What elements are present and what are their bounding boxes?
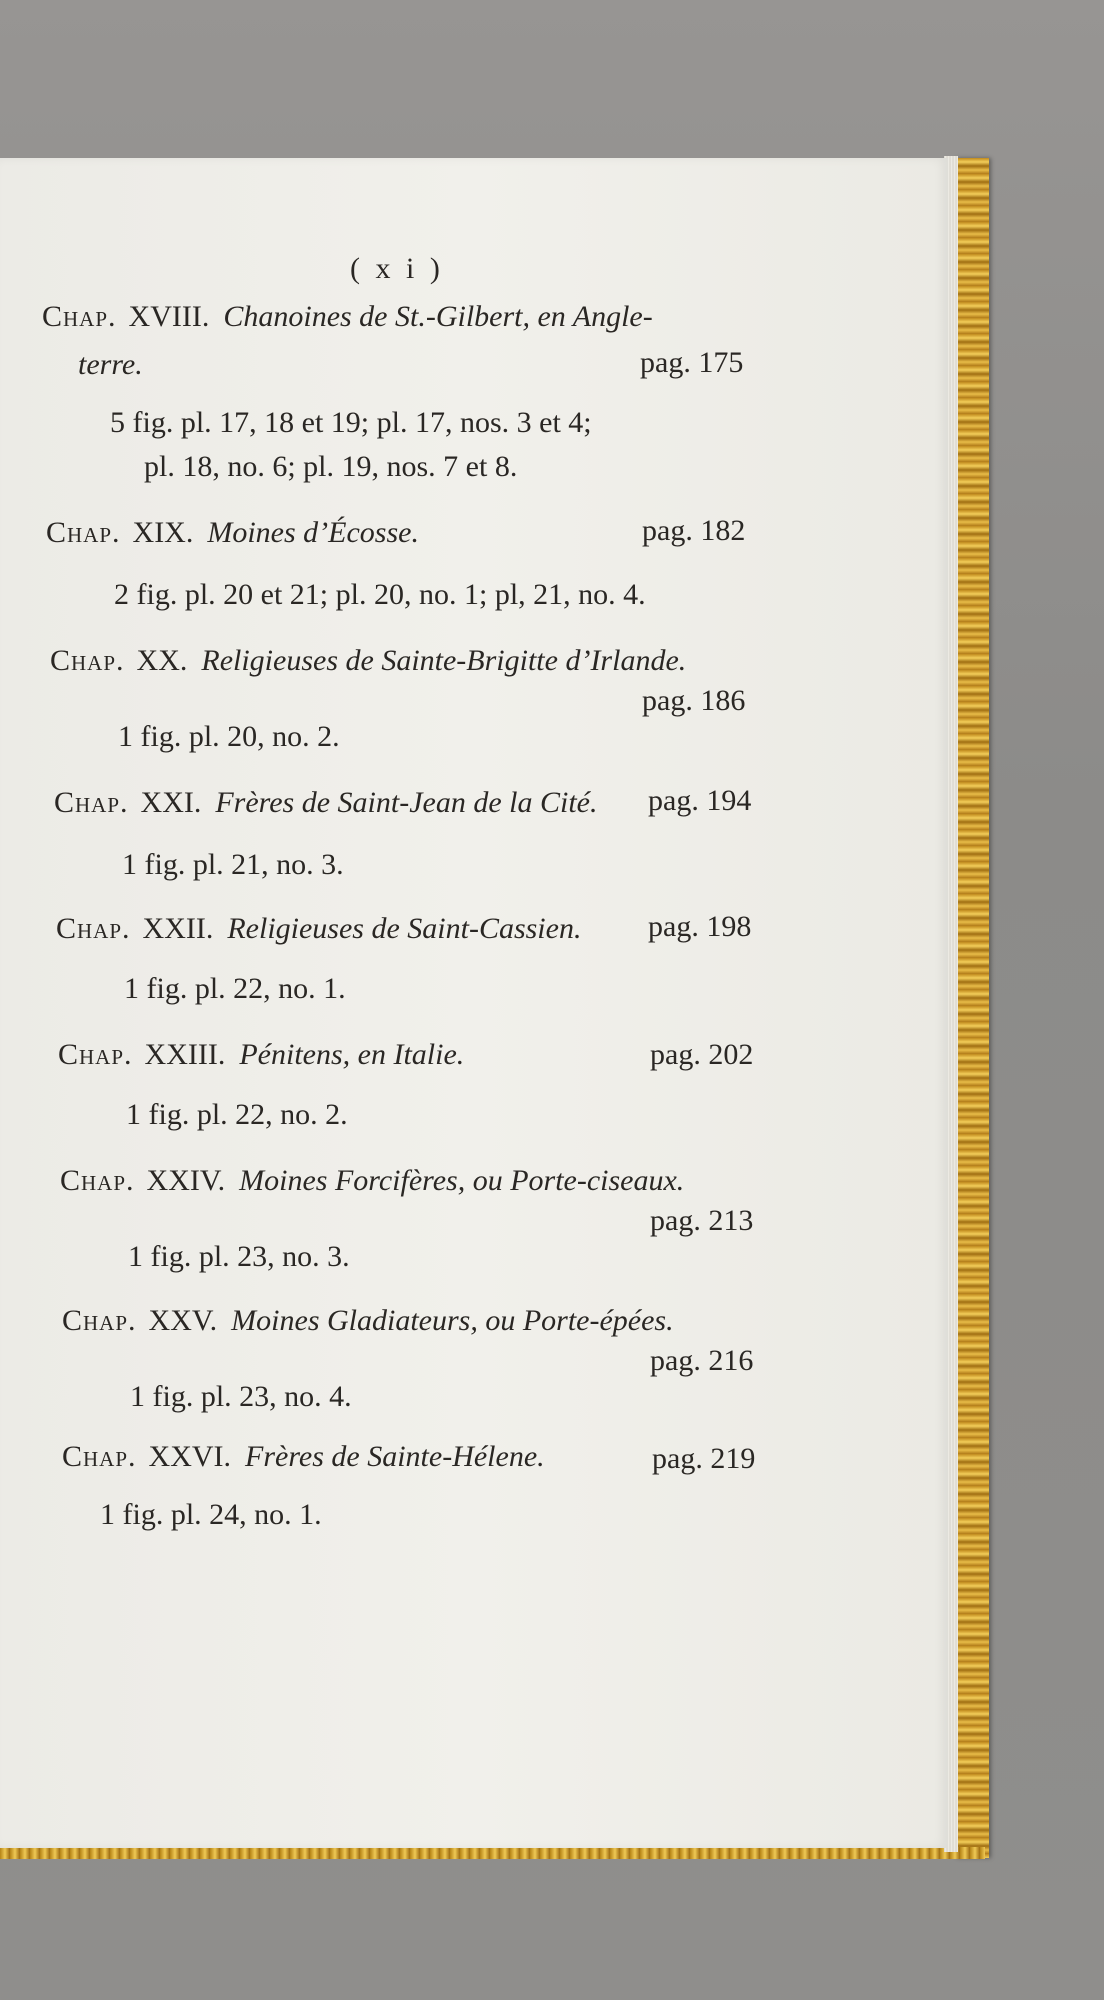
chap-title-continued: terre.	[78, 348, 143, 381]
chap-label: Chap.	[50, 644, 125, 677]
chap-number: XVIII.	[128, 300, 210, 333]
chap-title: Frères de Sainte-Hélene.	[245, 1440, 545, 1473]
chap-title: Chanoines de St.-Gilbert, en Angle-	[223, 300, 653, 333]
entry-xxiii	[58, 1040, 464, 1070]
chap-label: Chap.	[42, 300, 117, 333]
page-ref: pag. 219	[652, 1442, 756, 1475]
entry-xxii	[56, 914, 581, 944]
fig-line: 1 fig. pl. 22, no. 2.	[126, 1098, 348, 1131]
chap-number: XXIII.	[144, 1038, 226, 1071]
chap-title: Moines Forcifères, ou Porte-ciseaux.	[239, 1164, 685, 1197]
page-ref: pag. 216	[650, 1344, 754, 1377]
page-ref: pag. 198	[648, 910, 752, 943]
entry-xx	[50, 646, 686, 676]
chap-number: XXVI.	[148, 1440, 232, 1473]
page-ref: pag. 186	[642, 684, 746, 717]
entry-xxvi	[62, 1442, 545, 1472]
chap-number: XX.	[136, 644, 188, 677]
fig-line: 1 fig. pl. 22, no. 1.	[124, 972, 346, 1005]
chap-title: Frères de Saint-Jean de la Cité.	[215, 786, 598, 819]
chap-number: XXI.	[140, 786, 202, 819]
chap-label: Chap.	[62, 1304, 137, 1337]
page-ref: pag. 175	[640, 346, 744, 379]
entry-xviii	[42, 302, 653, 332]
chap-title: Religieuses de Saint-Cassien.	[227, 912, 582, 945]
chap-title: Pénitens, en Italie.	[239, 1038, 465, 1071]
fig-line: 1 fig. pl. 23, no. 3.	[128, 1240, 350, 1273]
chap-label: Chap.	[58, 1038, 133, 1071]
chap-title: Moines d’Écosse.	[207, 516, 419, 549]
gilt-bottom-edge	[0, 1847, 985, 1859]
fig-line: 1 fig. pl. 24, no. 1.	[100, 1498, 322, 1531]
chap-number: XIX.	[132, 516, 194, 549]
chap-label: Chap.	[46, 516, 121, 549]
page-ref: pag. 182	[642, 514, 746, 547]
page-ref: pag. 213	[650, 1204, 754, 1237]
fig-line: 1 fig. pl. 20, no. 2.	[118, 720, 340, 753]
chap-label: Chap.	[56, 912, 131, 945]
fig-line: 1 fig. pl. 21, no. 3.	[122, 848, 344, 881]
chap-number: XXIV.	[146, 1164, 226, 1197]
fig-line: 2 fig. pl. 20 et 21; pl. 20, no. 1; pl, 21, no. 4.	[114, 578, 646, 611]
entry-xxv	[62, 1306, 674, 1336]
chap-label: Chap.	[62, 1440, 137, 1473]
fig-line: 1 fig. pl. 23, no. 4.	[130, 1380, 352, 1413]
fig-line: pl. 18, no. 6; pl. 19, nos. 7 et 8.	[144, 450, 518, 483]
page-ref: pag. 194	[648, 784, 752, 817]
chap-label: Chap.	[60, 1164, 135, 1197]
entry-xxi	[54, 788, 597, 818]
gilt-page-edge	[955, 158, 989, 1858]
entry-xxiv	[60, 1166, 684, 1196]
chap-number: XXII.	[142, 912, 214, 945]
fig-line: 5 fig. pl. 17, 18 et 19; pl. 17, nos. 3 et 4;	[110, 406, 592, 439]
page-ref: pag. 202	[650, 1038, 754, 1071]
chap-title: Religieuses de Sainte-Brigitte d’Irlande.	[201, 644, 687, 677]
chap-label: Chap.	[54, 786, 129, 819]
chap-title: Moines Gladiateurs, ou Porte-épées.	[231, 1304, 674, 1337]
chap-number: XXV.	[148, 1304, 218, 1337]
entry-xix	[46, 518, 419, 548]
page-header: ( x i )	[350, 252, 444, 285]
